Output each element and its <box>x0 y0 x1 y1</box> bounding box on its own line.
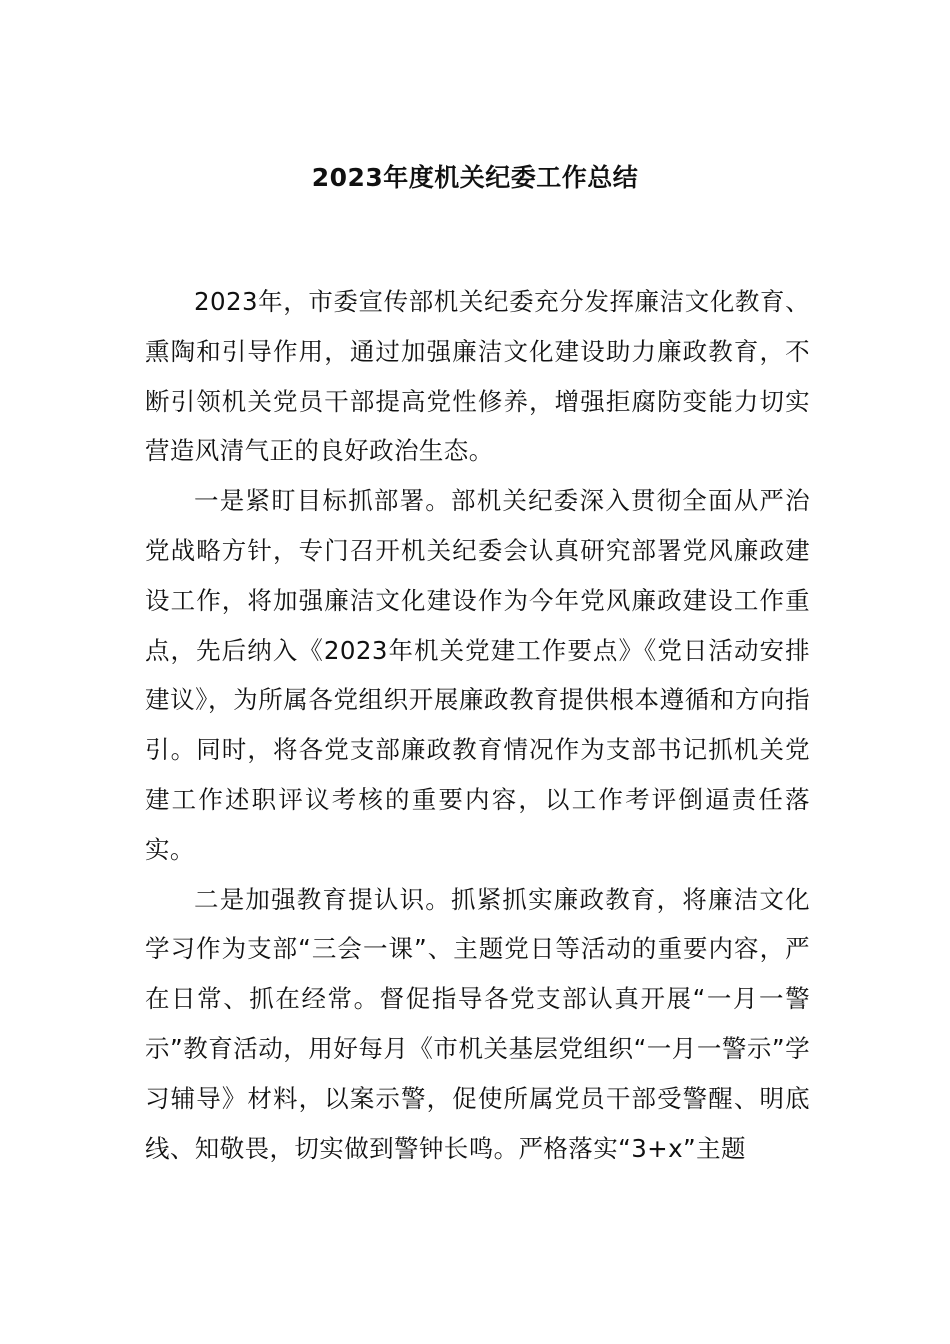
document-title: 2023年度机关纪委工作总结 <box>311 163 639 192</box>
paragraph-section-one: 一是紧盯目标抓部署。部机关纪委深入贯彻全面从严治党战略方针，专门召开机关纪委会认真研究部署党风廉政建设工作，将加强廉洁文化建设作为今年党风廉政建设工作重点，先后纳入《2023年机关党建工作要点》《党日活动安排建议》，为所属各党组织开展廉政教育提供根本遵循和方向指引。同时，将各党支部廉政教育情况作为支部书记抓机关党建工作述职评议考核的重要内容，以工作考评倒逼责任落实。 <box>145 486 810 864</box>
document-body <box>145 277 810 1173</box>
paragraph-intro: 2023年，市委宣传部机关纪委充分发挥廉洁文化教育、熏陶和引导作用，通过加强廉洁文化建设助力廉政教育，不断引领机关党员干部提高党性修养，增强拒腐防变能力切实营造风清气正的良好政治生态。 <box>145 287 810 466</box>
paragraph-section-two: 二是加强教育提认识。抓紧抓实廉政教育，将廉洁文化学习作为支部“三会一课”、主题党日等活动的重要内容，严在日常、抓在经常。督促指导各党支部认真开展“一月一警示”教育活动，用好每月《市机关基层党组织“一月一警示”学习辅导》材料，以案示警，促使所属党员干部受警醒、明底线、知敬畏，切实做到警钟长鸣。严格落实“3+x”主题 <box>145 884 810 1163</box>
